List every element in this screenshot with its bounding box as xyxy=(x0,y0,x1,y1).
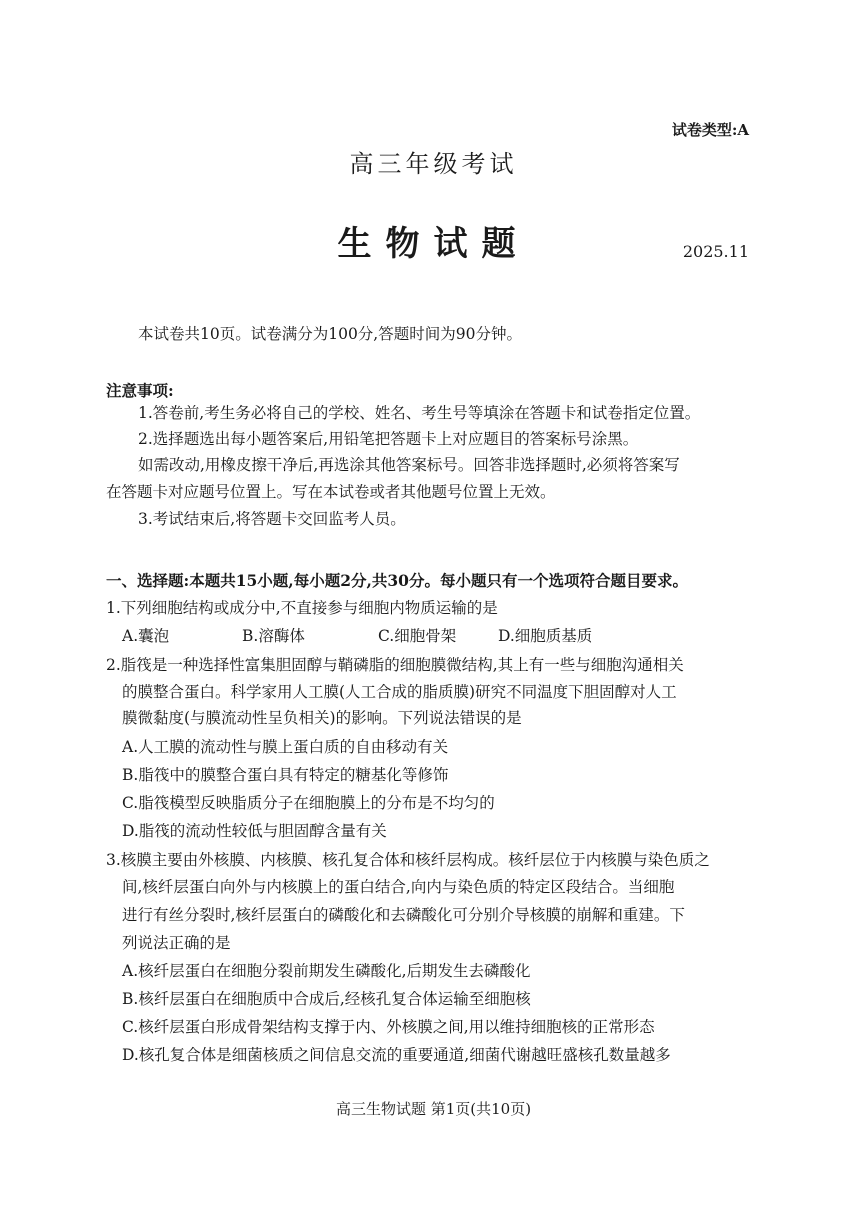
question-2-option: C.脂筏模型反映脂质分子在细胞膜上的分布是不均匀的 xyxy=(122,794,495,812)
question-2-stem: 的膜整合蛋白。科学家用人工膜(人工合成的脂质膜)研究不同温度下胆固醇对人工 xyxy=(122,683,677,701)
question-1-option: B.溶酶体 xyxy=(242,627,305,645)
question-2-option: D.脂筏的流动性较低与胆固醇含量有关 xyxy=(122,822,387,840)
note-line: 如需改动,用橡皮擦干净后,再选涂其他答案标号。回答非选择题时,必须将答案写 xyxy=(138,456,680,474)
question-2-stem: 膜微黏度(与膜流动性呈负相关)的影响。下列说法错误的是 xyxy=(122,709,522,727)
question-1-option: C.细胞骨架 xyxy=(378,627,457,645)
section-title: 一、选择题:本题共15小题,每小题2分,共30分。每小题只有一个选项符合题目要求。 xyxy=(106,571,688,590)
question-3-stem: 进行有丝分裂时,核纤层蛋白的磷酸化和去磷酸化可分别介导核膜的崩解和重建。下 xyxy=(122,906,685,924)
note-line: 1.答卷前,考生务必将自己的学校、姓名、考生号等填涂在答题卡和试卷指定位置。 xyxy=(138,404,701,422)
question-3-option: D.核孔复合体是细菌核质之间信息交流的重要通道,细菌代谢越旺盛核孔数量越多 xyxy=(122,1046,671,1064)
page-footer: 高三生物试题 第1页(共10页) xyxy=(335,1100,532,1118)
question-2-option: A.人工膜的流动性与膜上蛋白质的自由移动有关 xyxy=(122,738,449,756)
exam-title: 高三年级考试 xyxy=(349,150,518,178)
paper-type: 试卷类型:A xyxy=(671,121,749,139)
question-3-option: B.核纤层蛋白在细胞质中合成后,经核孔复合体运输至细胞核 xyxy=(122,990,531,1008)
exam-date: 2025.11 xyxy=(682,242,749,261)
question-3-stem: 间,核纤层蛋白向外与内核膜上的蛋白结合,向内与染色质的特定区段结合。当细胞 xyxy=(122,878,675,896)
question-3-stem: 3.核膜主要由外核膜、内核膜、核孔复合体和核纤层构成。核纤层位于内核膜与染色质之 xyxy=(106,851,710,869)
question-1-stem: 1.下列细胞结构或成分中,不直接参与细胞内物质运输的是 xyxy=(106,599,498,617)
note-line: 3.考试结束后,将答题卡交回监考人员。 xyxy=(138,510,406,528)
note-line: 2.选择题选出每小题答案后,用铅笔把答题卡上对应题目的答案标号涂黑。 xyxy=(138,430,639,448)
question-1-option: D.细胞质基质 xyxy=(498,627,593,645)
question-3-stem: 列说法正确的是 xyxy=(122,934,231,952)
subject-title: 生物试题 xyxy=(337,224,530,264)
question-1-options xyxy=(122,624,592,646)
question-3-option: C.核纤层蛋白形成骨架结构支撑于内、外核膜之间,用以维持细胞核的正常形态 xyxy=(122,1018,655,1036)
intro-text: 本试卷共10页。试卷满分为100分,答题时间为90分钟。 xyxy=(138,325,522,343)
notes-title: 注意事项: xyxy=(106,381,174,400)
note-line: 在答题卡对应题号位置上。写在本试卷或者其他题号位置上无效。 xyxy=(106,483,556,501)
question-2-stem: 2.脂筏是一种选择性富集胆固醇与鞘磷脂的细胞膜微结构,其上有一些与细胞沟通相关 xyxy=(106,656,684,674)
question-1-option: A.囊泡 xyxy=(122,627,170,645)
question-2-option: B.脂筏中的膜整合蛋白具有特定的糖基化等修饰 xyxy=(122,766,449,784)
question-3-option: A.核纤层蛋白在细胞分裂前期发生磷酸化,后期发生去磷酸化 xyxy=(122,962,531,980)
